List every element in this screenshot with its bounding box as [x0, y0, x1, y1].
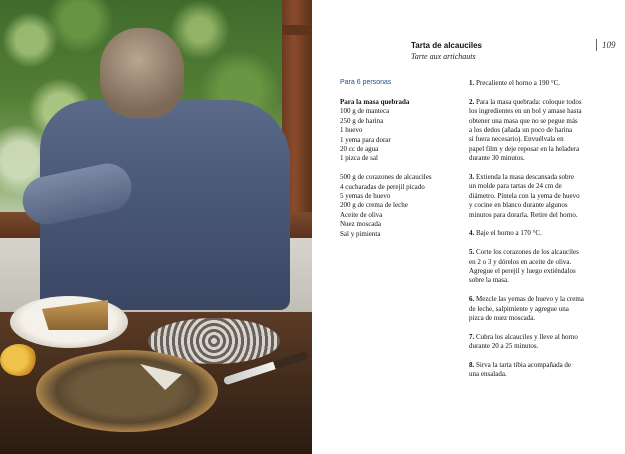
step-text: si fuera necesario). Envuélvala en: [469, 135, 564, 144]
recipe-photo: [0, 0, 312, 454]
ingredient-item: 20 cc de agua: [340, 145, 379, 154]
ingredient-item: 100 g de manteca: [340, 107, 390, 116]
dough-heading: Para la masa quebrada: [340, 98, 410, 106]
step-line: [469, 126, 597, 135]
step-line: [469, 145, 597, 154]
person-head: [100, 28, 184, 118]
yellow-flower: [0, 344, 38, 376]
step-text: papel film y deje reposar en la heladera: [469, 144, 580, 153]
step-number: 3.: [469, 173, 475, 182]
step-text: una ensalada.: [469, 370, 507, 379]
step-line: [469, 154, 597, 163]
step-text: Cubra los alcauciles y lleve al horno: [476, 332, 578, 341]
steps-list: [469, 79, 597, 389]
step-text: los ingredientes en un bol y amase hasta: [469, 107, 582, 116]
recipe-step: [469, 98, 597, 164]
step-line: [469, 211, 597, 220]
ingredient-item: 1 pizca de sal: [340, 154, 378, 163]
step-line: [469, 173, 597, 182]
step-line: [469, 107, 597, 116]
step-line: [469, 295, 597, 304]
step-text: Precaliente el horno a 190 °C.: [476, 79, 561, 87]
step-text: pizca de nuez moscada.: [469, 314, 536, 323]
ingredients-list: [340, 98, 458, 239]
step-line: [469, 276, 597, 285]
step-text: a los dedos (añada un poco de harina: [469, 126, 573, 135]
ingredient-item: Aceite de oliva: [340, 210, 383, 219]
recipe-step: [469, 79, 597, 88]
recipe-step: [469, 361, 597, 380]
ingredient-item: Sal y pimienta: [340, 229, 381, 238]
step-line: [469, 342, 597, 351]
ingredients-spacer: [340, 164, 458, 173]
step-text: obtener una masa que no se pegue más: [469, 116, 578, 125]
step-line: [469, 79, 597, 88]
step-text: de leche, salpimiente y agregue una: [469, 304, 569, 313]
artichoke-tart: [36, 350, 218, 432]
step-line: [469, 98, 597, 107]
step-text: Extienda la masa descansada sobre: [476, 173, 574, 182]
step-text: Baje el horno a 170 °C.: [476, 229, 542, 238]
recipe-step: [469, 229, 597, 238]
step-text: sobre la masa.: [469, 276, 509, 285]
recipe-subtitle: Tarte aux artichauts: [411, 52, 476, 61]
step-number: 8.: [469, 361, 475, 370]
step-text: diámetro. Píntela con la yema de huevo: [469, 191, 580, 200]
servings: Para 6 personas: [340, 79, 392, 86]
step-text: durante 30 minutos.: [469, 154, 525, 163]
step-line: [469, 182, 597, 191]
ingredient-item: 1 yema para dorar: [340, 135, 391, 144]
step-line: [469, 201, 597, 210]
step-line: [469, 361, 597, 370]
filling-ingredients: [340, 173, 458, 239]
recipe-step: [469, 173, 597, 220]
step-line: [469, 258, 597, 267]
page-number: 109: [596, 39, 616, 51]
dough-ingredients: [340, 107, 458, 163]
step-text: un molde para tartas de 24 cm de: [469, 182, 562, 191]
step-number: 6.: [469, 295, 475, 304]
recipe-step: [469, 295, 597, 323]
ingredient-item: 500 g de corazones de alcauciles: [340, 173, 432, 182]
ingredient-item: 200 g de crema de leche: [340, 201, 408, 210]
step-text: Agregue el perejil y luego extiéndalos: [469, 267, 576, 276]
step-line: [469, 305, 597, 314]
recipe-step: [469, 333, 597, 352]
step-text: en 2 o 3 y dórelos en aceite de oliva.: [469, 257, 572, 266]
step-line: [469, 248, 597, 257]
step-number: 4.: [469, 229, 475, 238]
step-number: 5.: [469, 248, 475, 257]
step-number: 7.: [469, 332, 475, 341]
step-text: minutos para dorarla. Retire del horno.: [469, 210, 578, 219]
step-line: [469, 117, 597, 126]
step-line: [469, 229, 597, 238]
ingredient-item: 1 huevo: [340, 126, 363, 135]
ingredient-item: 4 cucharadas de perejil picado: [340, 182, 425, 191]
step-line: [469, 314, 597, 323]
step-number: 1.: [469, 79, 475, 87]
step-text: Sirva la tarta tibia acompañada de: [476, 361, 572, 370]
step-line: [469, 370, 597, 379]
step-line: [469, 135, 597, 144]
recipe-title: Tarta de alcauciles: [411, 41, 482, 50]
recipe-step: [469, 248, 597, 286]
ingredient-item: 250 g de harina: [340, 116, 384, 125]
step-text: Corte los corazones de los alcauciles: [476, 248, 579, 257]
ingredient-item: Nuez moscada: [340, 220, 382, 229]
step-line: [469, 192, 597, 201]
step-number: 2.: [469, 97, 475, 106]
step-text: Mezcle las yemas de huevo y la crema: [476, 295, 584, 304]
ingredient-item: 5 yemas de huevo: [340, 192, 391, 201]
step-line: [469, 333, 597, 342]
step-text: Para la masa quebrada: coloque todos: [476, 97, 582, 106]
step-line: [469, 267, 597, 276]
step-text: durante 20 a 25 minutos.: [469, 342, 539, 351]
step-text: y cocine en blanco durante algunos: [469, 201, 568, 210]
